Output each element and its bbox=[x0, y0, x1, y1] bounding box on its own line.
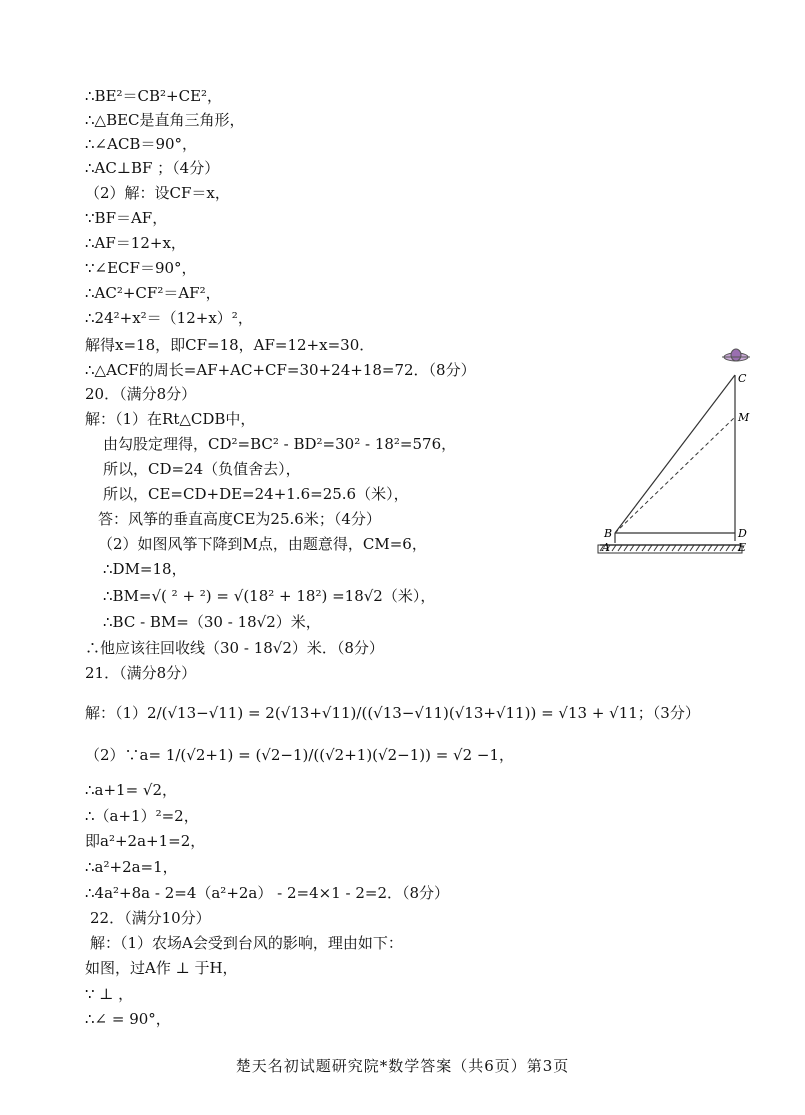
text-line: ∴（a+1）²=2， bbox=[85, 807, 199, 825]
text-line: ∵BF＝AF， bbox=[85, 209, 168, 227]
text-line: 即a²+2a+1=2， bbox=[85, 832, 206, 850]
text-line: 答：风筝的垂直高度CE为25.6米；（4分） bbox=[98, 510, 381, 528]
text-line: ∴4a²+8a - 2=4（a²+2a） - 2=4×1 - 2=2．（8分） bbox=[85, 884, 450, 902]
point-label-b: B bbox=[604, 527, 613, 540]
point-label-c: C bbox=[738, 372, 747, 385]
question-header: 21．（满分8分） bbox=[85, 664, 197, 682]
point-label-e: E bbox=[738, 541, 747, 554]
text-line: 解：（1）在Rt△CDB中， bbox=[85, 410, 256, 428]
kite-icon bbox=[722, 349, 750, 361]
text-line: 所以，CE=CD+DE=24+1.6=25.6（米）， bbox=[103, 485, 409, 503]
point-label-a: A bbox=[602, 541, 610, 554]
text-line: ∴BC - BM=（30 - 18√2）米， bbox=[103, 613, 321, 631]
text-line: 由勾股定理得，CD²=BC² - BD²=30² - 18²=576， bbox=[103, 435, 457, 453]
kite-figure bbox=[590, 345, 750, 565]
text-line: ∴BM=√( ² + ²) = √(18² + 18²) =18√2（米）， bbox=[103, 587, 436, 605]
text-line: ∴△BEC是直角三角形， bbox=[85, 111, 245, 129]
point-label-d: D bbox=[738, 527, 747, 540]
text-line: ∴BE²＝CB²+CE²， bbox=[85, 87, 223, 105]
text-line: ∴AC⊥BF ；（4分） bbox=[85, 159, 220, 177]
text-line: ∴∠ = 90°， bbox=[85, 1010, 171, 1028]
text-line: ∴a+1= √2， bbox=[85, 781, 178, 799]
text-line: （2）∵a= 1/(√2+1) = (√2−1)/((√2+1)(√2−1)) = √2 −1， bbox=[85, 746, 515, 764]
text-line: ∴DM=18， bbox=[103, 560, 187, 578]
text-line: ∴AC²+CF²＝AF²， bbox=[85, 284, 221, 302]
text-line: 解：（1）农场A会受到台风的影响，理由如下： bbox=[90, 934, 403, 952]
point-label-m: M bbox=[738, 411, 750, 424]
text-line: 解得x=18，即CF=18，AF=12+x=30． bbox=[85, 336, 375, 354]
text-line: 如图，过A作 ⊥ 于H， bbox=[85, 959, 238, 977]
text-line: （2）如图风筝下降到M点，由题意得，CM=6， bbox=[98, 535, 427, 553]
question-header: 22．（满分10分） bbox=[90, 909, 211, 927]
text-line: ∴AF＝12+x， bbox=[85, 234, 186, 252]
text-line: ∵∠ECF＝90°， bbox=[85, 259, 197, 277]
question-header: 20．（满分8分） bbox=[85, 385, 197, 403]
text-line: ∴∠ACB＝90°， bbox=[85, 135, 198, 153]
ground-hatching bbox=[600, 545, 740, 551]
text-line: 所以，CD=24（负值舍去）， bbox=[103, 460, 301, 478]
text-line: ∴他应该往回收线（30 - 18√2）米．（8分） bbox=[85, 639, 384, 657]
text-line: ∴△ACF的周长=AF+AC+CF=30+24+18=72．（8分） bbox=[85, 361, 476, 379]
text-line: 解：（1）2/(√13−√11) = 2(√13+√11)/((√13−√11)(√13+√11)) = √13 + √11；（3分） bbox=[85, 704, 700, 722]
text-line: ∵ ⊥ ， bbox=[85, 985, 134, 1003]
text-line: ∴a²+2a=1， bbox=[85, 858, 178, 876]
page-footer: 楚天名初试题研究院*数学答案（共6页）第3页 bbox=[235, 1057, 570, 1075]
text-line: （2）解：设CF＝x， bbox=[85, 184, 230, 202]
text-line: ∴24²+x²＝（12+x）²， bbox=[85, 309, 253, 327]
